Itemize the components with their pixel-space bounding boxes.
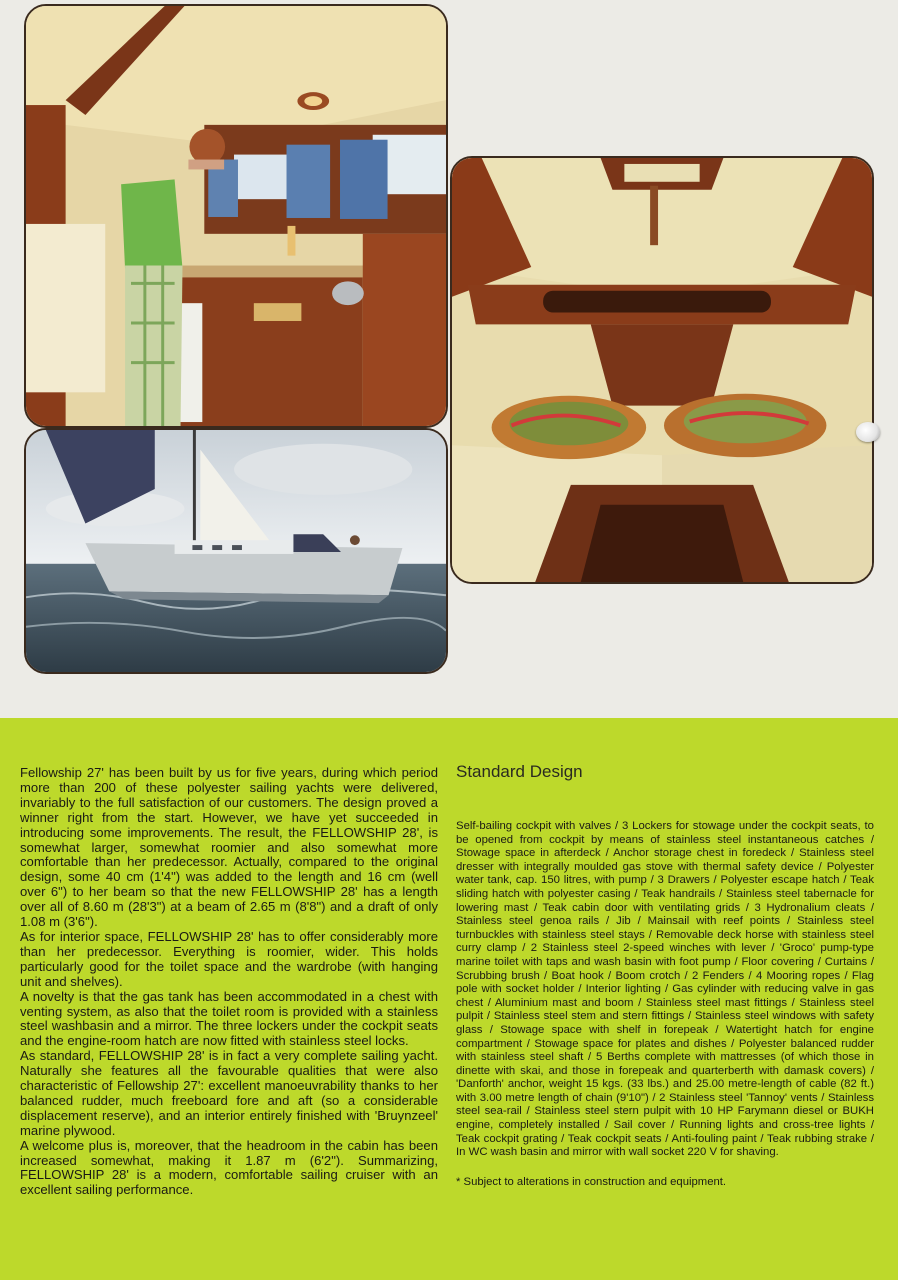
intro-paragraph: As standard, FELLOWSHIP 28' is in fact a very complete sailing yacht. Naturally she features all the favourable qualities that were also characteristic of Fellowship 27': excellent manoeuvrability thanks to her balanced rudder, much freeboard fore and aft (so a considerable displacement reserve), and an interior entirely finished with 'Bruynzeel' marine plywood. — [20, 1048, 438, 1138]
standard-design-list: Self-bailing cockpit with valves / 3 Lockers for stowage under the cockpit seats, to be opened from cockpit by means of stainless steel instantaneous catches / Stowage space in afterdeck / Anchor storage chest in foredeck / Stainless steel dresser with integrally moulded gas stove with thermal safety device / Polyester water tank, cap. 150 litres, with pump / 3 Drawers / Polyester escape hatch / Teak sliding hatch with polyester casing / Teak handrails / Stainless steel tabernacle for lowering mast / Teak cabin door with ventilating grids / 3 Hydronalium cleats / Stainless steel genoa rails / Jib / Mainsail with reef points / Stainless steel turnbuckles with stainless steel stays / Removable deck horse with stainless steel curry clamp / 2 Stainless steel 2-speed winches with lever / 'Groco' pump-type marine toilet with taps and wash basin with foot pump / Floor covering / Curtains / Scrubbing brush / Boat hook / Boom crotch / 2 Fenders / 4 Mooring ropes / Flag pole with socket holder / Interior lighting / Gas cylinder with reducing valve in gas chest / Aluminium mast and boom / Stainless steel mast fittings / Stainless steel pulpit / Stainless steel stem and stern fittings / Stainless steel windows with safety glass / Stowage space with shelf in forepeak / Watertight hatch for engine compartment / Stowage space for plates and dishes / Polyester balanced rudder with stainless steel shaft / 5 Berths complete with mattresses (of which those in dinette with skai, and those in forepeak and quarterberth with damask covers) / 'Danforth' anchor, weight 15 kgs. (33 lbs.) and 25.00 metre-length of cable (82 ft.) with 3.00 metre length of chain (9'10") / 2 Stainless steel 'Tannoy' vents / Stainless steel sea-rail / Stainless steel stern pulpit with 10 HP Farymann diesel or BUKH engine, completely installed / Sail cover / Running lights and cross-tree lights / Teak cockpit grating / Teak cockpit seats / Anti-fouling paint / Teak rubbing strake / In WC wash basin and mirror with wall socket 220 V for shaving. — [456, 820, 874, 1159]
standard-design-heading: Standard Design — [456, 762, 583, 781]
intro-paragraph: A welcome plus is, moreover, that the headroom in the cabin has been increased somewhat, making it 1.87 m (6'2"). Summarizing, FELLOWSHIP 28' is a modern, comfortable sailing cruiser with an excellent sailing performance. — [20, 1137, 438, 1198]
forepeak-berths-photo — [450, 156, 874, 584]
intro-paragraph: A novelty is that the gas tank has been accommodated in a chest with venting system, as also that the toilet room is provided with a stainless steel washbasin and a mirror. The three lockers under the cockpit seats and the engine-room hatch are now fitted with stainless steel locks. — [20, 988, 438, 1049]
intro-text — [20, 766, 438, 1198]
standard-design-section — [456, 762, 874, 1188]
sailing-yacht-photo — [24, 428, 448, 674]
footnote: * Subject to alterations in construction and equipment. — [456, 1175, 727, 1188]
intro-paragraph: Fellowship 27' has been built by us for five years, during which period more than 200 of these polyester sailing yachts were delivered, invariably to the full satisfaction of our customers. The design proved a winner right from the start. However, we have yet succeeded in introducing some improvements. The result, the FELLOWSHIP 28', is somewhat larger, somewhat roomier and also somewhat more comfortable than her predecessor. Actually, compared to the original design, some 40 cm (1'4") was added to the length and 16 cm (well over 6") to her beam so that the new FELLOWSHIP 28' has a length over all of 8.60 m (28'3") at a beam of 2.65 m (8'8") and a draft of only 1.08 m (3'6"). — [20, 765, 438, 930]
binder-hole — [856, 422, 880, 442]
galley-photo — [24, 4, 448, 428]
intro-paragraph: As for interior space, FELLOWSHIP 28' has to offer considerably more than her predecessor. Everything is roomier, wider. This holds particularly good for the toilet space and the wardrobe (with hanging unit and shelves). — [20, 928, 438, 989]
